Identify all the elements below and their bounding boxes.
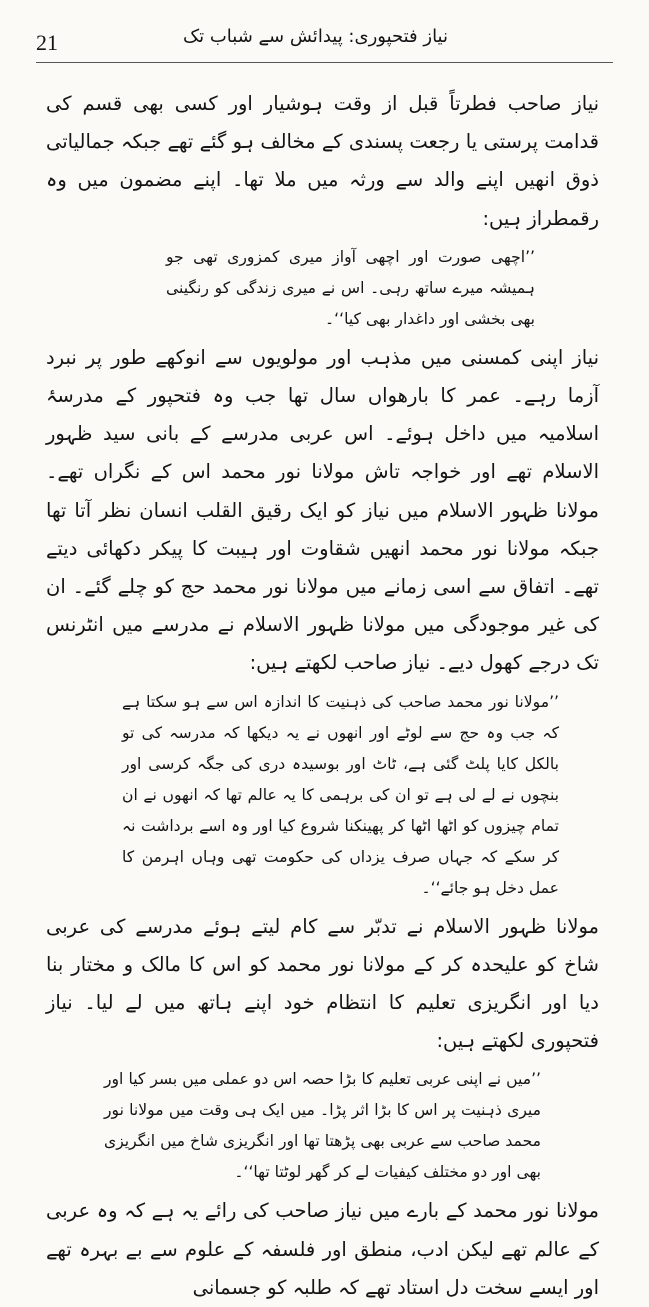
quotation-3: ’’میں نے اپنی عربی تعلیم کا بڑا حصہ اس دو عملی میں بسر کیا اور میری ذہنیت پر اس کا بڑا اثر پڑا۔ میں ایک ہی وقت میں مولانا نور محمد صاحب سے عربی بھی پڑھتا تھا اور انگریزی شاخ میں انگریزی بھی اور دو مختلف کیفیات لے کر گھر لوٹتا تھا‘‘۔ <box>104 1070 541 1182</box>
page-number: 21 <box>36 30 58 55</box>
paragraph-3: مولانا ظہور الاسلام نے تدبّر سے کام لیتے ہوئے مدرسے کی عربی شاخ کو علیحدہ کر کے مولانا نور محمد کو اس کا مالک و مختار بنا دیا اور انگریزی تعلیم کا انتظام خود اپنے ہاتھ میں لے لیا۔ نیاز فتحپوری لکھتے ہیں: <box>46 914 599 1053</box>
header-divider <box>36 62 613 63</box>
paragraph-2: نیاز اپنی کمسنی میں مذہب اور مولویوں سے انوکھے طور پر نبرد آزما رہے۔ عمر کا بارھواں سال تھا جب وہ فتحپور کے مدرسۂ اسلامیہ میں داخل ہوئے۔ اس عربی مدرسے کے بانی سید ظہور الاسلام تھے اور خواجہ تاش مولانا نور محمد اس کے نگراں تھے۔ مولانا ظہور الاسلام میں نیاز کو ایک رقیق القلب انسان نظر آتا تھا جبکہ مولانا نور محمد انھیں شقاوت اور ہیبت کا پیکر دکھائی دیتے تھے۔ اتفاق سے اسی زمانے میں مولانا نور محمد حج کو چلے گئے۔ ان کی غیر موجودگی میں مولانا ظہور الاسلام نے مدرسے میں انٹرنس تک درجے کھول دیے۔ نیاز صاحب لکھتے ہیں: <box>46 345 599 675</box>
running-head: نیاز فتحپوری: پیدائش سے شباب تک <box>183 26 448 47</box>
page-body <box>46 85 599 1307</box>
paragraph-4: مولانا نور محمد کے بارے میں نیاز صاحب کی رائے یہ ہے کہ وہ عربی کے عالم تھے لیکن ادب، منطق اور فلسفہ کے علوم سے بے بہرہ تھے اور ایسے سخت دل استاد تھے کہ طلبہ کو جسمانی <box>46 1199 599 1299</box>
paragraph-1: نیاز صاحب فطرتاً قبل از وقت ہوشیار اور کسی بھی قسم کی قدامت پرستی یا رجعت پسندی کے مخالف ہو گئے تھے جبکہ جمالیاتی ذوق انھیں اپنے والد سے ورثہ میں ملا تھا۔ اپنے مضمون میں وہ رقمطراز ہیں: <box>46 92 599 230</box>
page-header <box>36 22 613 62</box>
quotation-2: ’’مولانا نور محمد صاحب کی ذہنیت کا اندازہ اس سے ہو سکتا ہے کہ جب وہ حج سے لوٹے اور انھوں نے یہ دیکھا کہ مدرسہ کی تو بالکل کایا پلٹ گئی ہے، ٹاٹ اور بوسیدہ دری کی جگہ کرسی اور بنچوں نے لے لی ہے تو ان کی برہمی کا یہ عالم تھا کہ انھوں نے ان تمام چیزوں کو اٹھا اٹھا کر پھینکنا شروع کیا اور وہ اسے برداشت نہ کر سکے کہ جہاں صرف یزداں کی حکومت تھی وہاں اہرمن کا عمل دخل ہو جائے‘‘۔ <box>122 692 559 897</box>
quotation-1: ’’اچھی صورت اور اچھی آواز میری کمزوری تھی جو ہمیشہ میرے ساتھ رہی۔ اس نے میری زندگی کو رنگینی بھی بخشی اور داغدار بھی کیا‘‘۔ <box>166 247 535 328</box>
